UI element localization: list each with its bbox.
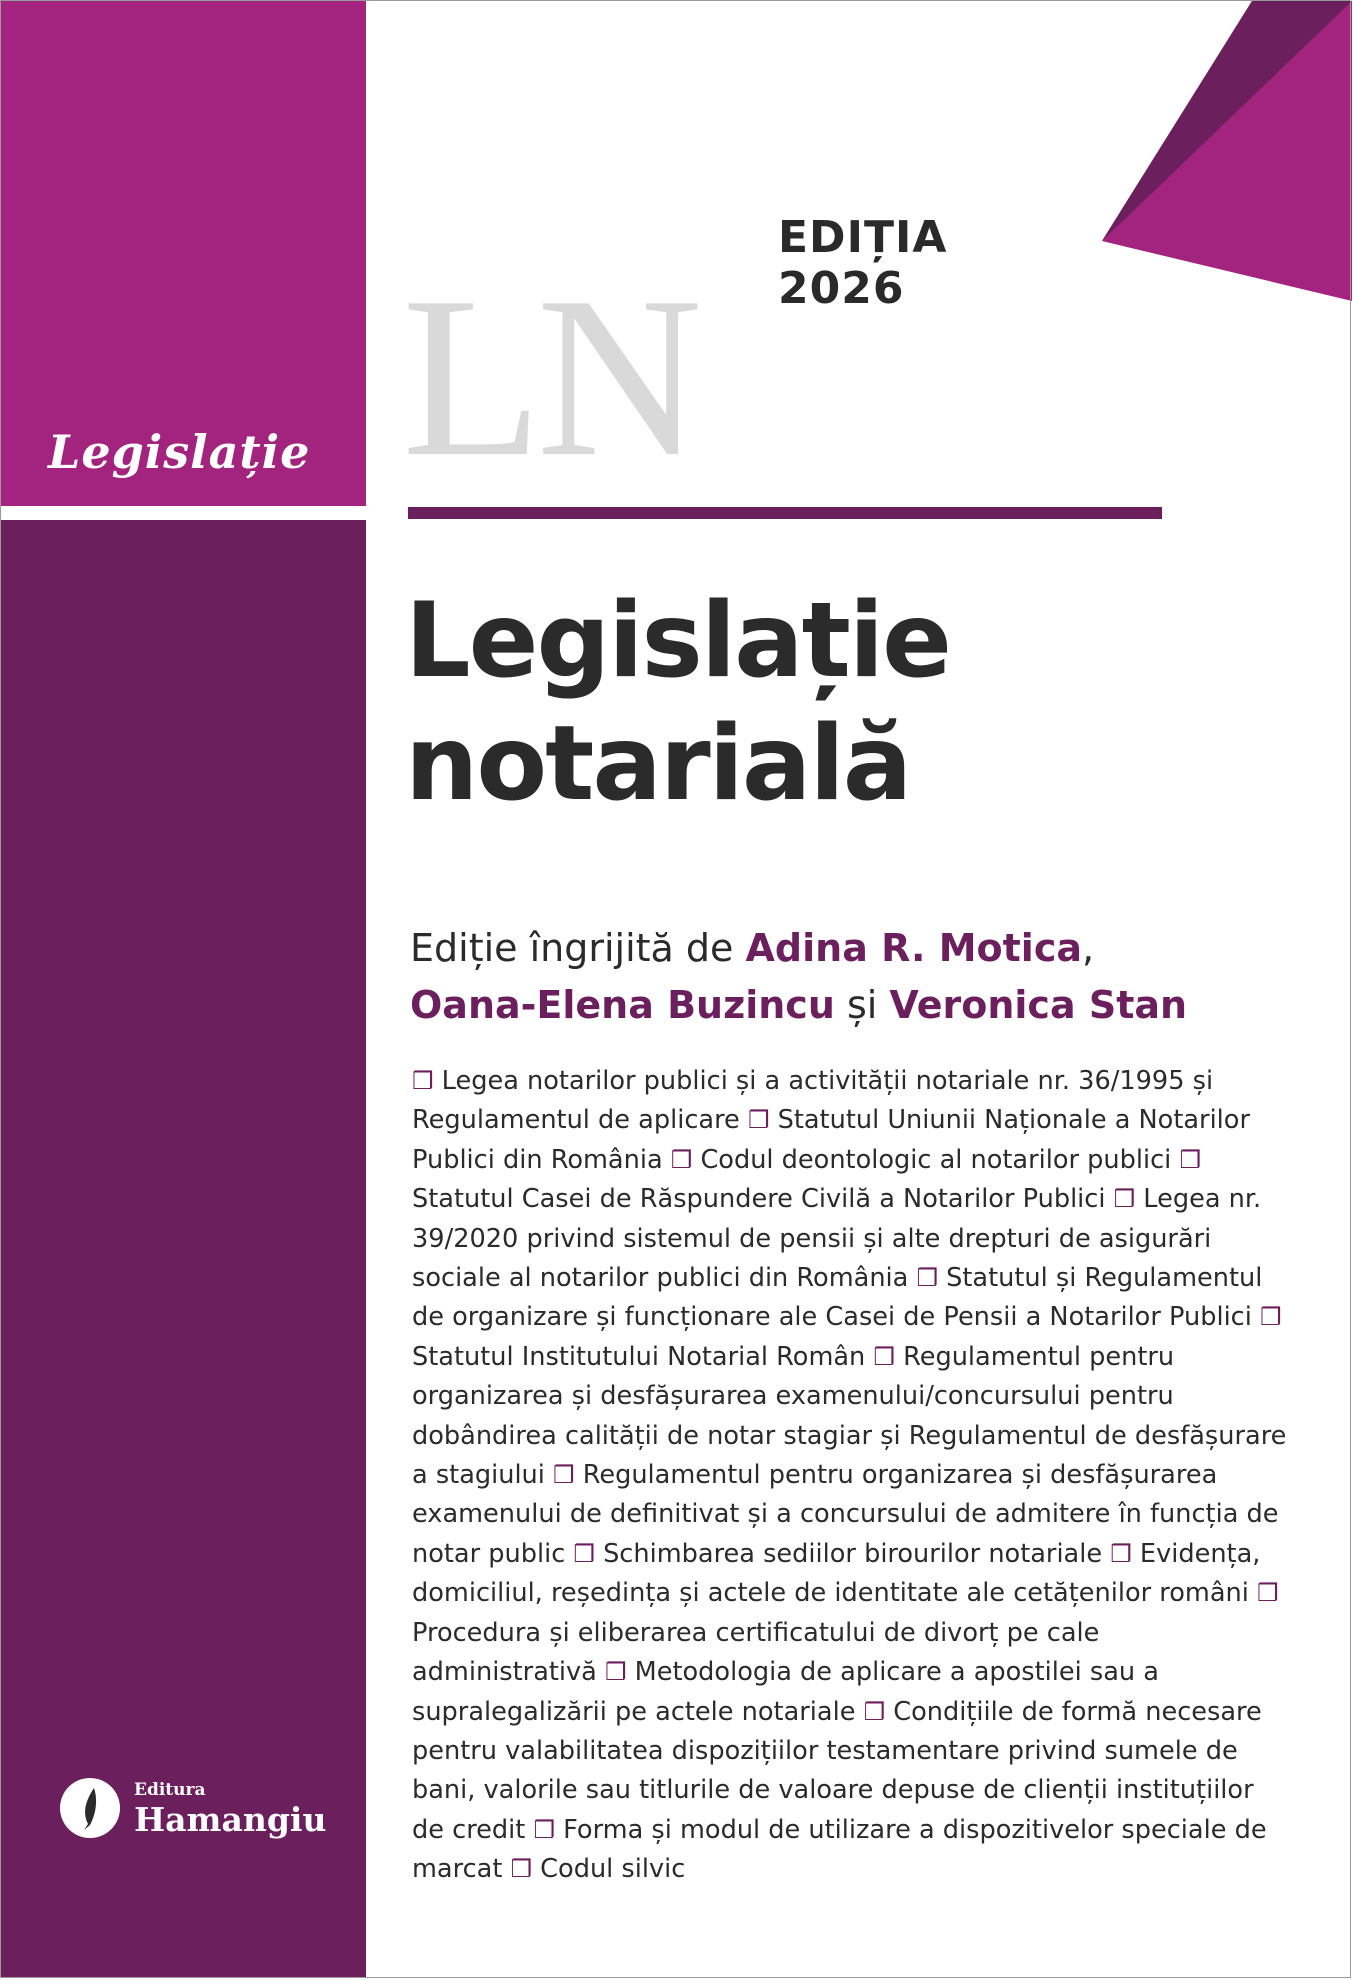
contents-item: ❒ Statutul Uniunii Naționale a Notarilor Publici din România [412, 1105, 1250, 1175]
checkbox-bullet-icon: ❒ [1256, 1579, 1279, 1608]
checkbox-bullet-icon: ❒ [747, 1106, 770, 1135]
series-label: Legislație [48, 425, 311, 479]
checkbox-bullet-icon: ❒ [916, 1264, 938, 1293]
contents-item: ❒ Regulamentul pentru organizarea și desfășurarea examenului/concursului pentru dobândirea calității de notar stagiar și Regulamentul de desfășurare a stagiului [412, 1341, 1287, 1491]
book-title [405, 580, 1305, 826]
left-band-divider [1, 506, 366, 520]
checkbox-bullet-icon: ❒ [1179, 1145, 1201, 1174]
editor-name-3: Veronica Stan [889, 983, 1188, 1027]
checkbox-bullet-icon: ❒ [1113, 1185, 1136, 1214]
publisher-prefix: Editura [134, 1780, 206, 1800]
contents-item: ❒ Legea nr. 39/2020 privind sistemul de pensii și alte drepturi de asigurări sociale al notarilor publici din România [412, 1184, 1262, 1294]
checkbox-bullet-icon: ❒ [573, 1539, 595, 1568]
book-title-line2: notarială [405, 704, 911, 824]
checkbox-bullet-icon: ❒ [553, 1461, 575, 1490]
quill-icon [60, 1778, 120, 1838]
contents-item: ❒ Procedura și eliberarea certificatului de divorț pe cale administrativă [412, 1579, 1279, 1688]
contents-item: ❒ Forma și modul de utilizare a dispozitivelor speciale de marcat [412, 1814, 1267, 1885]
checkbox-bullet-icon: ❒ [605, 1658, 627, 1687]
book-title-line1: Legislație [405, 581, 951, 701]
checkbox-bullet-icon: ❒ [670, 1145, 693, 1174]
contents-item: ❒ Codul deontologic al notarilor publici [670, 1144, 1172, 1175]
checkbox-bullet-icon: ❒ [873, 1342, 895, 1371]
publisher-name: Hamangiu [134, 1800, 327, 1839]
editors-separator-1: , [1082, 926, 1095, 970]
editor-name-2: Oana-Elena Buzincu [410, 983, 835, 1027]
checkbox-bullet-icon: ❒ [863, 1697, 886, 1726]
editor-name-1: Adina R. Motica [745, 926, 1082, 970]
editors-credit [410, 920, 1310, 1034]
editors-separator-2: și [834, 983, 890, 1027]
contents-item: ❒ Statutul și Regulamentul de organizare și funcționare ale Casei de Pensii a Notarilor Publici [412, 1263, 1263, 1333]
contents-list [412, 1062, 1292, 1890]
contents-item: ❒ Legea notarilor publici și a activității notariale nr. 36/1995 și Regulamentul de aplicare [412, 1066, 1214, 1136]
editors-prefix: Ediție îngrijită de [410, 926, 746, 970]
contents-item: ❒ Codul silvic [510, 1854, 686, 1885]
checkbox-bullet-icon: ❒ [510, 1855, 533, 1884]
series-monogram: LN [402, 249, 697, 504]
contents-item: ❒ Statutul Casei de Răspundere Civilă a Notarilor Publici [412, 1145, 1201, 1215]
contents-item: ❒ Regulamentul pentru organizarea și desfășurarea examenului de definitivat și a concursului de admitere în funcția de notar public [412, 1460, 1279, 1569]
title-rule [408, 507, 1162, 519]
edition-label: EDIȚIA 2026 [778, 212, 948, 314]
contents-item: ❒ Schimbarea sediilor birourilor notariale [573, 1538, 1103, 1569]
checkbox-bullet-icon: ❒ [533, 1815, 555, 1844]
contents-item: ❒ Metodologia de aplicare a apostilei sau a supralegalizării pe actele notariale [412, 1657, 1159, 1727]
publisher-logo [60, 1774, 360, 1844]
left-band-bottom [1, 520, 366, 1977]
contents-item: ❒ Condițiile de formă necesare pentru valabilitatea dispozițiilor testamentare privind sumele de bani, valorile sau titlurile de valoare depuse de clienții instituțiilor de credit [412, 1696, 1262, 1845]
checkbox-bullet-icon: ❒ [412, 1067, 434, 1095]
checkbox-bullet-icon: ❒ [1260, 1303, 1282, 1332]
contents-item: ❒ Evidența, domiciliul, reședința și actele de identitate ale cetățenilor români [412, 1538, 1261, 1609]
checkbox-bullet-icon: ❒ [1110, 1539, 1132, 1568]
corner-triangle-decoration [1102, 1, 1352, 301]
contents-item: ❒ Statutul Institutului Notarial Român [412, 1303, 1282, 1372]
